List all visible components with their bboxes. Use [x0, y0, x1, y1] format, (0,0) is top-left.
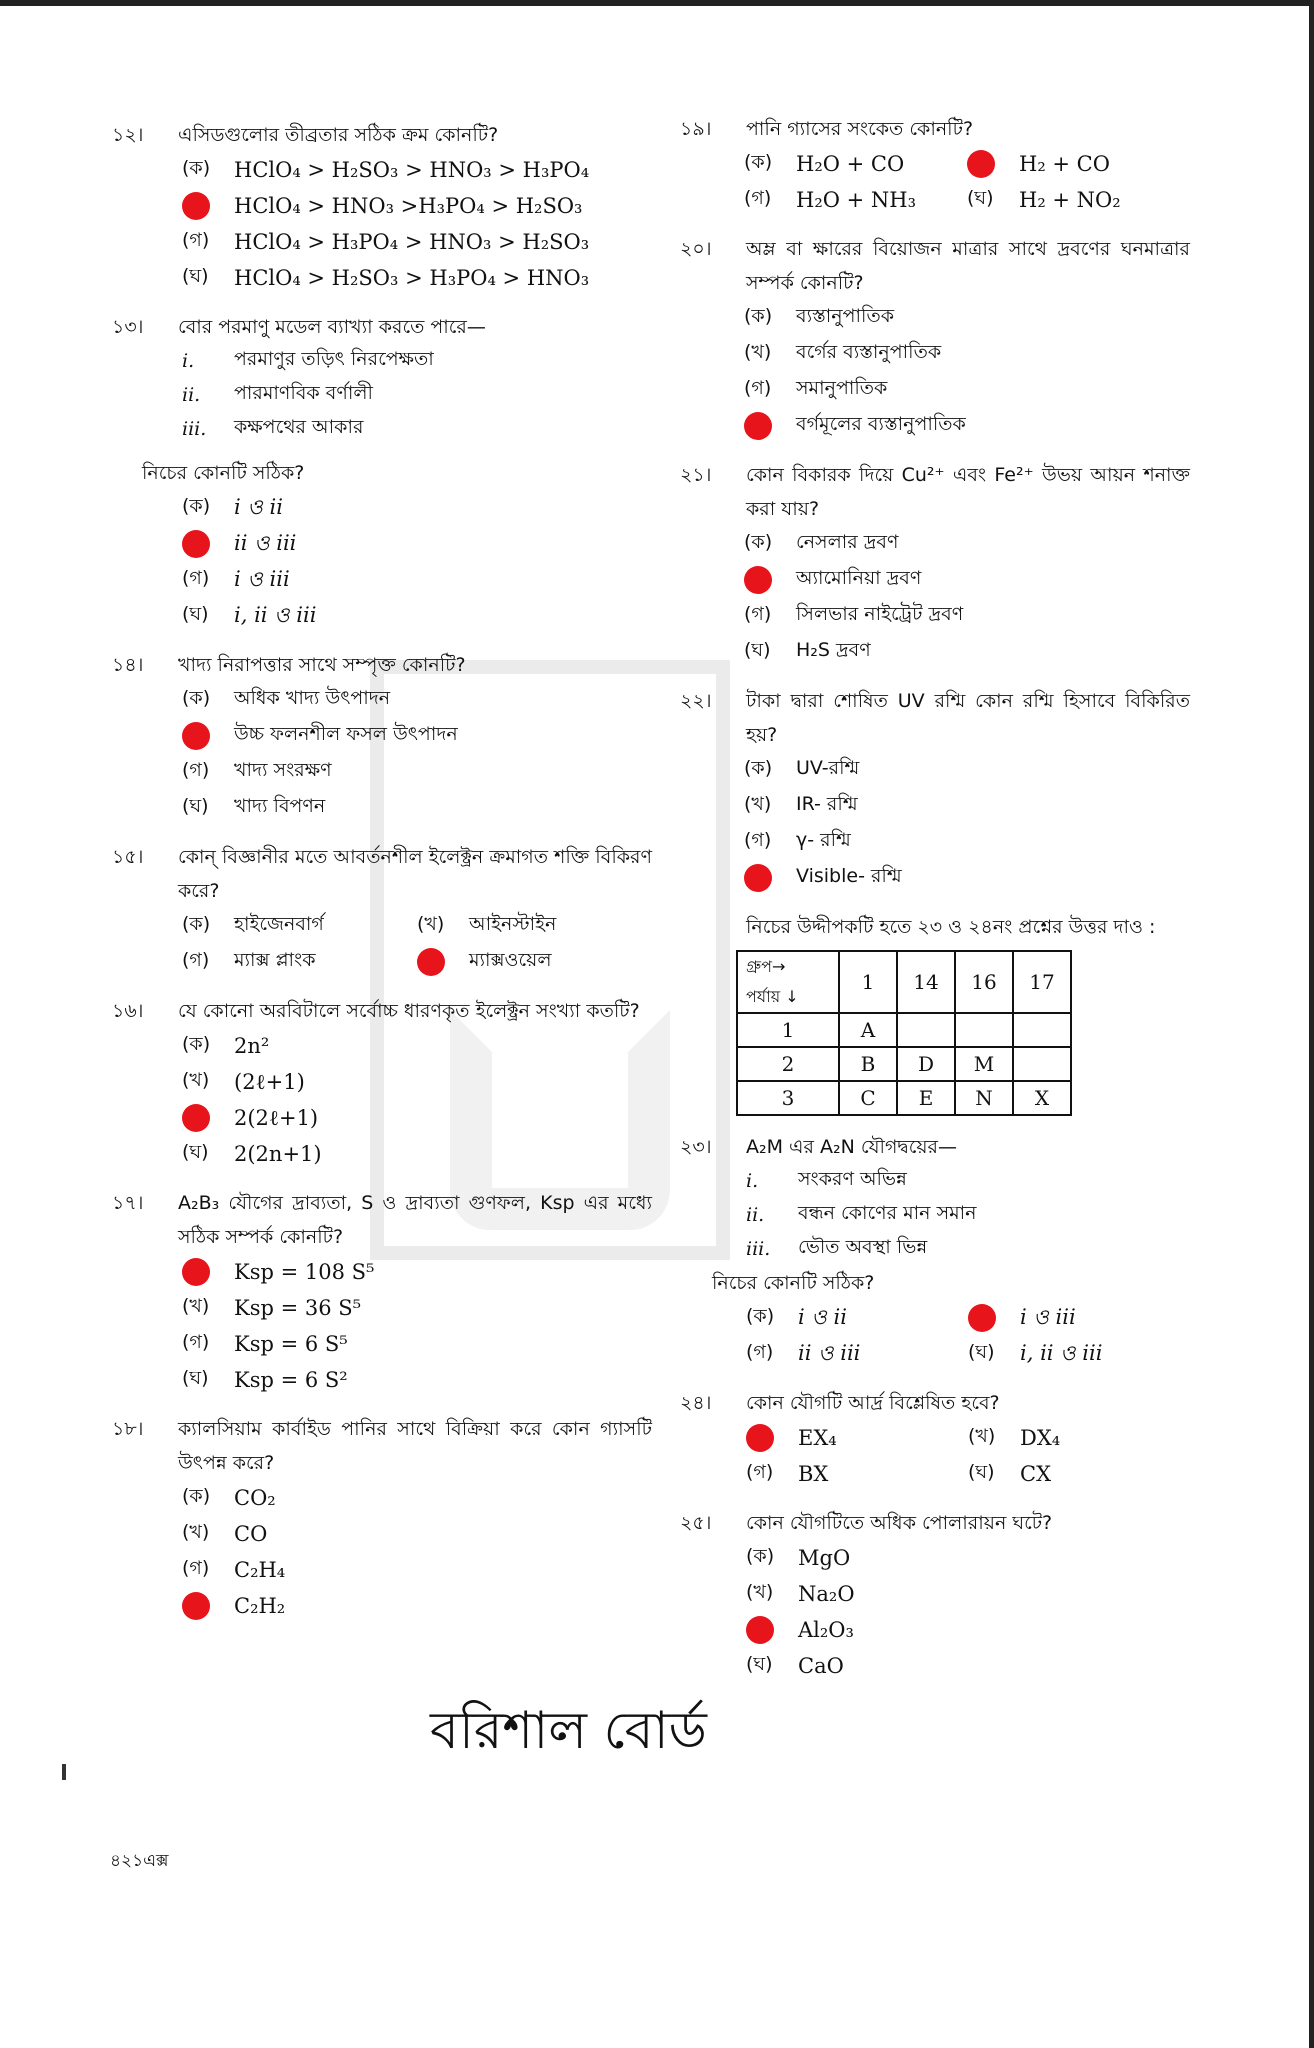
table-cell: X	[1013, 1081, 1071, 1115]
table-cell: 14	[897, 951, 955, 1013]
question-number: ১৩।	[112, 316, 144, 338]
question-text: টাকা দ্বারা শোষিত UV রশ্মি কোন রশ্মি হিসাবে বিকিরিত হয়?	[746, 690, 1190, 746]
correct-answer-dot	[417, 948, 445, 976]
correct-answer-dot	[967, 150, 995, 178]
option-kha-correct[interactable]: i ও iii	[968, 1300, 1190, 1336]
question-number: ২১।	[680, 464, 712, 486]
option-ka[interactable]: (ক) নেসলার দ্রবণ	[744, 531, 899, 553]
table-cell: E	[897, 1081, 955, 1115]
table-cell: N	[955, 1081, 1013, 1115]
option-ka-correct[interactable]: EX₄	[746, 1420, 968, 1456]
question-23	[680, 1130, 1190, 1372]
option-ga[interactable]: (গ) ii ও iii	[746, 1340, 861, 1365]
option-gha[interactable]: (ঘ) HClO₄ > H₂SO₃ > H₃PO₄ > HNO₃	[182, 265, 590, 290]
option-ga[interactable]: (গ) C₂H₄	[182, 1557, 286, 1582]
table-row	[737, 1013, 1071, 1047]
correct-answer-dot	[746, 1424, 774, 1452]
option-gha[interactable]: (ঘ) CX	[968, 1461, 1052, 1486]
correct-answer-dot	[182, 722, 210, 750]
question-text: বোর পরমাণু মডেল ব্যাখ্যা করতে পারে—	[178, 316, 486, 338]
question-number: ২৩।	[680, 1136, 712, 1158]
table-row	[737, 1081, 1071, 1115]
table-cell: 2	[737, 1047, 839, 1081]
option-ga[interactable]: (গ) সিলভার নাইট্রেট দ্রবণ	[744, 603, 964, 625]
question-text: অম্ল বা ক্ষারের বিয়োজন মাত্রার সাথে দ্রবণের ঘনমাত্রার সম্পর্ক কোনটি?	[746, 238, 1190, 294]
table-cell: 3	[737, 1081, 839, 1115]
statement-ii: ii. পারমাণবিক বর্ণালী	[182, 382, 373, 406]
options-grid	[680, 146, 1190, 218]
question-number: ১৫।	[112, 846, 144, 868]
option-kha[interactable]: (খ) আইনস্টাইন	[417, 913, 557, 935]
option-kha-correct[interactable]: ii ও iii	[112, 526, 652, 562]
question-16	[112, 994, 652, 1172]
correct-answer-dot	[744, 566, 772, 594]
option-kha[interactable]: (খ) Na₂O	[746, 1581, 855, 1606]
statement-i: i. সংকরণ অভিন্ন	[746, 1168, 907, 1192]
option-gha[interactable]: (ঘ) i, ii ও iii	[182, 602, 317, 627]
option-kha[interactable]: (খ) বর্গের ব্যস্তানুপাতিক	[744, 341, 942, 363]
option-gha-correct[interactable]: C₂H₂	[112, 1588, 652, 1624]
table-header-row	[737, 951, 1071, 1013]
question-15	[112, 840, 652, 980]
question-number: ১৮।	[112, 1418, 144, 1440]
option-kha[interactable]: (খ) CO	[182, 1521, 268, 1546]
question-number: ২২।	[680, 690, 712, 712]
left-column	[112, 118, 652, 1638]
question-21	[680, 458, 1190, 670]
sub-question: নিচের কোনটি সঠিক?	[142, 462, 305, 484]
table-cell	[955, 1013, 1013, 1047]
correct-answer-dot	[744, 864, 772, 892]
option-kha[interactable]: (খ) Ksp = 36 S⁵	[182, 1295, 362, 1320]
question-text: কোন যৌগটি আর্দ্র বিশ্লেষিত হবে?	[746, 1392, 1000, 1414]
table-row	[737, 1047, 1071, 1081]
option-kha[interactable]: (খ) DX₄	[968, 1425, 1061, 1450]
question-20	[680, 232, 1190, 444]
option-ga[interactable]: (গ) Ksp = 6 S⁵	[182, 1331, 348, 1356]
correct-answer-dot	[182, 530, 210, 558]
option-gha[interactable]: (ঘ) H₂ + NO₂	[967, 187, 1121, 212]
option-gha-correct[interactable]: Visible- রশ্মি	[680, 860, 1190, 896]
option-ka[interactable]: (ক) HClO₄ > H₂SO₃ > HNO₃ > H₃PO₄	[182, 157, 590, 182]
option-ga[interactable]: (গ) H₂O + NH₃	[744, 187, 917, 212]
question-22	[680, 684, 1190, 896]
option-gha[interactable]: (ঘ) CaO	[746, 1653, 844, 1678]
option-kha-correct[interactable]: H₂ + CO	[967, 146, 1190, 182]
question-text: ক্যালসিয়াম কার্বাইড পানির সাথে বিক্রিয়া করে কোন গ্যাসটি উৎপন্ন করে?	[178, 1418, 652, 1474]
option-ga[interactable]: (গ) খাদ্য সংরক্ষণ	[182, 759, 332, 781]
option-ga-correct[interactable]: Al₂O₃	[680, 1612, 1190, 1648]
table-cell: B	[839, 1047, 897, 1081]
question-text: এসিডগুলোর তীব্রতার সঠিক ক্রম কোনটি?	[178, 124, 499, 146]
option-ga[interactable]: (গ) HClO₄ > H₃PO₄ > HNO₃ > H₂SO₃	[182, 229, 590, 254]
question-12	[112, 118, 652, 296]
correct-answer-dot	[182, 1258, 210, 1286]
question-14	[112, 648, 652, 826]
question-text: A₂M এর A₂N যৌগদ্বয়ের—	[746, 1136, 957, 1158]
question-text: পানি গ্যাসের সংকেত কোনটি?	[746, 118, 974, 140]
question-18	[112, 1412, 652, 1624]
table-cell: 16	[955, 951, 1013, 1013]
option-ka[interactable]: (ক) H₂O + CO	[744, 151, 905, 176]
table-cell: M	[955, 1047, 1013, 1081]
option-gha[interactable]: (ঘ) i, ii ও iii	[968, 1340, 1103, 1365]
option-ka[interactable]: (ক) ব্যস্তানুপাতিক	[744, 305, 894, 327]
question-number: ১৪।	[112, 654, 144, 676]
option-gha[interactable]: (ঘ) Ksp = 6 S²	[182, 1367, 348, 1392]
question-number: ১২।	[112, 124, 144, 146]
table-cell: A	[839, 1013, 897, 1047]
stimulus-text: নিচের উদ্দীপকটি হতে ২৩ ও ২৪নং প্রশ্নের উত্তর দাও :	[746, 916, 1156, 938]
question-number: ২৫।	[680, 1512, 712, 1534]
option-kha-correct[interactable]: HClO₄ > HNO₃ >H₃PO₄ > H₂SO₃	[112, 188, 652, 224]
table-cell: D	[897, 1047, 955, 1081]
statement-ii: ii. বন্ধন কোণের মান সমান	[746, 1202, 977, 1226]
table-header-label: গ্রুপ→ পর্যায় ↓	[737, 951, 839, 1013]
page-top-border	[0, 0, 1314, 6]
question-25	[680, 1506, 1190, 1684]
question-text: খাদ্য নিরাপত্তার সাথে সম্পৃক্ত কোনটি?	[178, 654, 466, 676]
question-text: যে কোনো অরবিটালে সর্বোচ্চ ধারণকৃত ইলেক্ট্রন সংখ্যা কতটি?	[178, 1000, 640, 1022]
question-text: A₂B₃ যৌগের দ্রাব্যতা, S ও দ্রাব্যতা গুণফল, Ksp এর মধ্যে সঠিক সম্পর্ক কোনটি?	[178, 1192, 652, 1248]
page-number: ৪২১এক্স	[110, 1851, 169, 1871]
option-gha[interactable]: (ঘ) H₂S দ্রবণ	[744, 639, 871, 661]
scan-mark	[62, 1764, 66, 1780]
option-ka[interactable]: (ক) MgO	[746, 1545, 851, 1570]
correct-answer-dot	[182, 192, 210, 220]
question-text: কোন যৌগটিতে অধিক পোলারায়ন ঘটে?	[746, 1512, 1053, 1534]
periodic-table	[736, 950, 1072, 1116]
question-19	[680, 112, 1190, 218]
table-cell: 1	[839, 951, 897, 1013]
options-grid	[680, 1420, 1190, 1492]
option-ka[interactable]: (ক) 2n²	[182, 1033, 270, 1058]
option-gha[interactable]: (ঘ) খাদ্য বিপণন	[182, 795, 326, 817]
option-ga[interactable]: (গ) ম্যাক্স প্লাংক	[182, 949, 316, 971]
table-cell: 1	[737, 1013, 839, 1047]
option-kha-correct[interactable]: উচ্চ ফলনশীল ফসল উৎপাদন	[112, 718, 652, 754]
option-ga[interactable]: (গ) i ও iii	[182, 566, 290, 591]
statement-i: i. পরমাণুর তড়িৎ নিরপেক্ষতা	[182, 348, 434, 372]
option-ga-correct[interactable]: 2(2ℓ+1)	[112, 1100, 652, 1136]
question-number: ১৭।	[112, 1192, 144, 1214]
option-kha-correct[interactable]: অ্যামোনিয়া দ্রবণ	[680, 562, 1190, 598]
question-text: কোন্ বিজ্ঞানীর মতে আবর্তনশীল ইলেক্ট্রন ক্রমাগত শক্তি বিকিরণ করে?	[178, 846, 652, 902]
stimulus-block	[680, 910, 1190, 1116]
question-text: কোন বিকারক দিয়ে Cu²⁺ এবং Fe²⁺ উভয় আয়ন শনাক্ত করা যায়?	[746, 464, 1190, 520]
option-ka[interactable]: (ক) i ও ii	[182, 494, 283, 519]
option-ga[interactable]: (গ) সমানুপাতিক	[744, 377, 888, 399]
question-17	[112, 1186, 652, 1398]
option-ga[interactable]: (গ) γ- রশ্মি	[744, 829, 851, 851]
options-grid	[112, 908, 652, 980]
correct-answer-dot	[746, 1616, 774, 1644]
option-kha[interactable]: (খ) IR- রশ্মি	[744, 793, 858, 815]
option-gha[interactable]: (ঘ) 2(2n+1)	[182, 1141, 322, 1166]
right-column	[680, 112, 1190, 1698]
correct-answer-dot	[182, 1592, 210, 1620]
question-number: ১৯।	[680, 118, 712, 140]
page-right-border	[1309, 0, 1314, 2048]
table-cell: C	[839, 1081, 897, 1115]
table-cell	[1013, 1013, 1071, 1047]
question-number: ২০।	[680, 238, 712, 260]
question-number: ১৬।	[112, 1000, 144, 1022]
option-ka[interactable]: (ক) i ও ii	[746, 1304, 847, 1329]
correct-answer-dot	[968, 1304, 996, 1332]
statement-iii: iii. কক্ষপথের আকার	[182, 416, 364, 440]
option-gha-correct[interactable]: বর্গমূলের ব্যস্তানুপাতিক	[680, 408, 1190, 444]
option-ka[interactable]: (ক) অধিক খাদ্য উৎপাদন	[182, 687, 391, 709]
option-gha-correct[interactable]: ম্যাক্সওয়েল	[417, 944, 652, 980]
statement-iii: iii. ভৌত অবস্থা ভিন্ন	[746, 1236, 928, 1260]
options-grid	[680, 1300, 1190, 1372]
sub-question: নিচের কোনটি সঠিক?	[712, 1272, 875, 1294]
option-ka[interactable]: (ক) CO₂	[182, 1485, 276, 1510]
table-cell	[897, 1013, 955, 1047]
option-ka-correct[interactable]: Ksp = 108 S⁵	[112, 1254, 652, 1290]
question-24	[680, 1386, 1190, 1492]
question-number: ২৪।	[680, 1392, 712, 1414]
option-kha[interactable]: (খ) (2ℓ+1)	[182, 1069, 305, 1094]
option-ka[interactable]: (ক) হাইজেনবার্গ	[182, 913, 324, 935]
correct-answer-dot	[744, 412, 772, 440]
question-13	[112, 310, 652, 634]
board-title: বরিশাল বোর্ড	[430, 1701, 707, 1761]
table-cell: 17	[1013, 951, 1071, 1013]
option-ka[interactable]: (ক) UV-রশ্মি	[744, 757, 860, 779]
option-ga[interactable]: (গ) BX	[746, 1461, 829, 1486]
table-cell	[1013, 1047, 1071, 1081]
correct-answer-dot	[182, 1104, 210, 1132]
